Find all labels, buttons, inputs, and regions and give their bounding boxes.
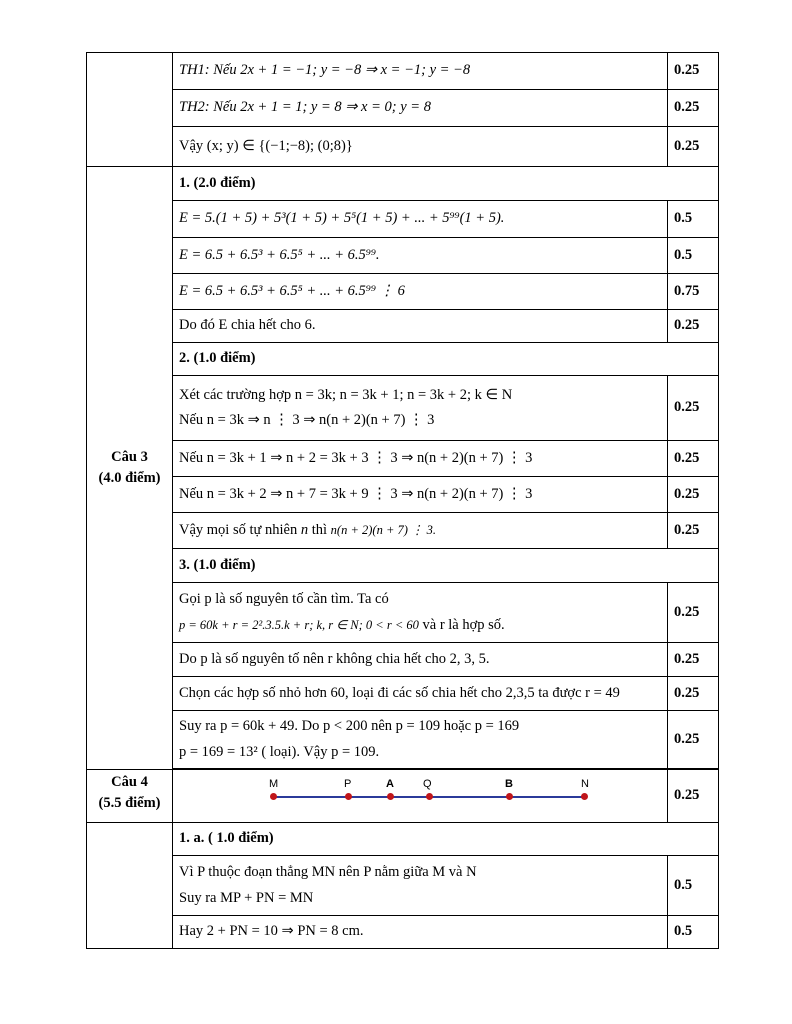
point-m [270, 793, 277, 800]
table-row [87, 310, 719, 343]
text-line: Nếu n = 3k + 1 ⇒ n + 2 = 3k + 3 ⋮ 3 ⇒ n(n + 2)(n + 7) ⋮ 3 [173, 441, 668, 477]
text-line: Do p là số nguyên tố nên r không chia hết cho 2, 3, 5. [173, 643, 668, 677]
point-q [426, 793, 433, 800]
table-row [87, 513, 719, 549]
points-cell: 0.25 [668, 127, 719, 167]
points-cell: 0.25 [668, 513, 719, 549]
text-part: Vậy mọi số tự nhiên [179, 521, 301, 538]
question-points: (4.0 điểm) [98, 470, 161, 486]
table-row [87, 274, 719, 310]
label-b: B [505, 778, 513, 790]
table-row [87, 583, 719, 643]
text-line: p = 169 = 13² ( loại). Vậy p = 109. [179, 743, 380, 760]
text-line: Chọn các hợp số nhỏ hơn 60, loại đi các số chia hết cho 2,3,5 ta được r = 49 [173, 677, 668, 711]
table-row [87, 201, 719, 238]
label-n: N [581, 778, 589, 790]
table-row [87, 770, 719, 823]
math-line: E = 5.(1 + 5) + 5³(1 + 5) + 5⁵(1 + 5) + ... + 5⁹⁹(1 + 5). [173, 201, 668, 238]
question-4-cell [87, 770, 173, 823]
conclusion-cell [173, 513, 668, 549]
section-title: 1. a. ( 1.0 điểm) [173, 823, 719, 856]
points-cell: 0.25 [668, 53, 719, 90]
points-cell: 0.5 [668, 238, 719, 274]
point-a [387, 793, 394, 800]
table-row [87, 711, 719, 769]
question-label: Câu 3 [111, 448, 148, 465]
text-line: Xét các trường hợp n = 3k; n = 3k + 1; n = 3k + 2; k ∈ N [179, 386, 513, 403]
points-cell: 0.25 [668, 677, 719, 711]
segment-reason-cell [173, 856, 668, 916]
math-expression: n(n + 2)(n + 7) ⋮ 3. [330, 522, 437, 537]
table-row [87, 127, 719, 167]
table-row [87, 343, 719, 376]
table-row [87, 441, 719, 477]
points-cell: 0.25 [668, 711, 719, 769]
point-p [345, 793, 352, 800]
text-line: Gọi p là số nguyên tố cần tìm. Ta có [179, 591, 389, 608]
text-line: Suy ra p = 60k + 49. Do p < 200 nên p = 109 hoặc p = 169 [179, 718, 520, 735]
table-row [87, 477, 719, 513]
math-line: E = 6.5 + 6.5³ + 6.5⁵ + ... + 6.5⁹⁹. [173, 238, 668, 274]
label-p: P [344, 778, 352, 790]
section-title: 3. (1.0 điểm) [173, 549, 719, 583]
table-row [87, 53, 719, 90]
points-cell: 0.25 [668, 376, 719, 441]
points-cell: 0.25 [668, 643, 719, 677]
table-row [87, 90, 719, 127]
prime-setup-cell [173, 583, 668, 643]
segment-figure-cell [173, 770, 668, 823]
point-n [581, 793, 588, 800]
text-line: Suy ra MP + PN = MN [179, 889, 314, 906]
points-cell: 0.25 [668, 310, 719, 343]
question-cell-empty [87, 823, 173, 949]
th1-text: TH1: Nếu 2x + 1 = −1; y = −8 ⇒ x = −1; y = −8 [173, 53, 668, 90]
table-row [87, 823, 719, 856]
label-m: M [269, 778, 279, 790]
points-cell: 0.25 [668, 441, 719, 477]
section-title: 2. (1.0 điểm) [173, 343, 719, 376]
conclusion-text: Vậy (x; y) ∈ {(−1;−8); (0;8)} [173, 127, 668, 167]
question-3-cell [87, 167, 173, 770]
text-part: thì [308, 521, 331, 538]
segment-figure [173, 770, 667, 822]
point-b [506, 793, 513, 800]
points-cell: 0.25 [668, 583, 719, 643]
points-cell: 0.25 [668, 90, 719, 127]
question-label: Câu 4 [111, 774, 148, 790]
label-a: A [386, 778, 394, 790]
text-line: Nếu n = 3k + 2 ⇒ n + 7 = 3k + 9 ⋮ 3 ⇒ n(n + 2)(n + 7) ⋮ 3 [173, 477, 668, 513]
table-row [87, 856, 719, 916]
table-row [87, 549, 719, 583]
math-line: E = 6.5 + 6.5³ + 6.5⁵ + ... + 6.5⁹⁹ ⋮ 6 [173, 274, 668, 310]
question-cell-empty [87, 53, 173, 167]
text-line: Vì P thuộc đoạn thẳng MN nên P nằm giữa M và N [179, 864, 477, 881]
text-line [179, 617, 661, 634]
section-title: 1. (2.0 điểm) [173, 167, 719, 201]
points-cell: 0.5 [668, 856, 719, 916]
table-row [87, 643, 719, 677]
table-row [87, 167, 719, 201]
points-cell: 0.25 [668, 770, 719, 823]
text-line: Do đó E chia hết cho 6. [173, 310, 668, 343]
text-line: Hay 2 + PN = 10 ⇒ PN = 8 cm. [173, 916, 668, 949]
text-part: và r là hợp số. [418, 616, 505, 633]
th2-text: TH2: Nếu 2x + 1 = 1; y = 8 ⇒ x = 0; y = 8 [173, 90, 668, 127]
answer-table [86, 52, 719, 949]
points-cell: 0.25 [668, 477, 719, 513]
points-cell: 0.5 [668, 916, 719, 949]
math-expression: p = 60k + r = 2².3.5.k + r; k, r ∈ N; 0 < r < 60 [179, 617, 419, 632]
points-cell: 0.5 [668, 201, 719, 238]
label-q: Q [423, 778, 432, 790]
table-row [87, 677, 719, 711]
cases-cell [173, 376, 668, 441]
text-line: Nếu n = 3k ⇒ n ⋮ 3 ⇒ n(n + 2)(n + 7) ⋮ 3 [179, 412, 435, 428]
points-cell: 0.75 [668, 274, 719, 310]
table-row [87, 916, 719, 949]
question-points: (5.5 điểm) [98, 795, 161, 812]
prime-result-cell [173, 711, 668, 769]
table-row [87, 238, 719, 274]
table-row [87, 376, 719, 441]
text-part: n [300, 521, 309, 538]
